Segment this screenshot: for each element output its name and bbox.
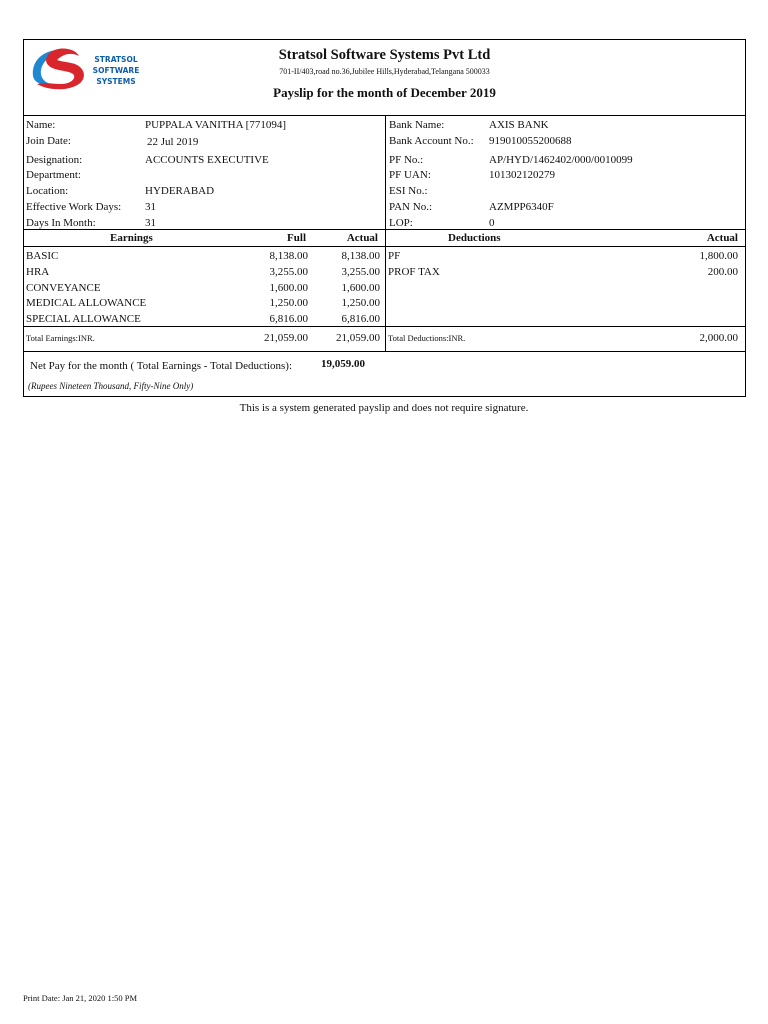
total-earnings-label: Total Earnings:INR. — [26, 333, 95, 343]
bank-label: LOP: — [389, 217, 413, 229]
earning-full: 3,255.00 — [269, 266, 308, 278]
logo-line: STRATSOL — [94, 55, 138, 64]
total-deductions-actual: 2,000.00 — [699, 332, 738, 344]
net-pay-section — [24, 352, 745, 396]
pf-number: AP/HYD/1462402/000/0010099 — [489, 154, 633, 166]
earning-name: CONVEYANCE — [26, 282, 101, 294]
deductions-actual-header: Actual — [706, 232, 738, 244]
effective-work-days: 31 — [145, 201, 156, 213]
earning-actual: 3,255.00 — [341, 266, 380, 278]
employee-label: Join Date: — [26, 135, 71, 147]
earning-actual: 1,600.00 — [341, 282, 380, 294]
lop: 0 — [489, 217, 495, 229]
join-date: 22 Jul 2019 — [147, 136, 199, 148]
total-earnings-actual: 21,059.00 — [336, 332, 380, 344]
payslip-header — [24, 40, 745, 116]
system-generated-note: This is a system generated payslip and does not require signature. — [239, 402, 529, 414]
earnings-header: Earnings — [110, 232, 153, 244]
company-address: 701-II/403,road no.36,Jubilee Hills,Hyderabad,Telangana 500033 — [279, 67, 490, 76]
earning-full: 1,600.00 — [269, 282, 308, 294]
earning-name: HRA — [26, 266, 50, 278]
employee-label: Effective Work Days: — [26, 201, 122, 213]
designation: ACCOUNTS EXECUTIVE — [145, 154, 269, 166]
earning-name: MEDICAL ALLOWANCE — [26, 297, 147, 309]
header-rule — [24, 246, 745, 247]
deductions-header: Deductions — [448, 232, 501, 244]
company-name: Stratsol Software Systems Pvt Ltd — [278, 47, 491, 63]
earning-name: SPECIAL ALLOWANCE — [26, 313, 141, 325]
employee-info-section — [24, 116, 745, 230]
employee-label: Designation: — [26, 154, 83, 166]
deduction-name: PROF TAX — [388, 266, 440, 278]
employee-label: Location: — [26, 185, 69, 197]
payslip-title: Payslip for the month of December 2019 — [273, 85, 496, 100]
bank-account-number: 919010055200688 — [489, 135, 572, 147]
earning-full: 1,250.00 — [269, 297, 308, 309]
earnings-deductions-table — [24, 230, 745, 352]
earning-name: BASIC — [26, 250, 59, 262]
bank-label: PAN No.: — [389, 201, 432, 213]
employee-label: Days In Month: — [26, 217, 96, 229]
bank-label: Bank Name: — [389, 119, 445, 131]
employee-label: Name: — [26, 119, 56, 131]
earning-full: 8,138.00 — [269, 250, 308, 262]
earning-actual: 6,816.00 — [341, 313, 380, 325]
earning-full: 6,816.00 — [269, 313, 308, 325]
bank-name: AXIS BANK — [489, 119, 549, 131]
logo-line: SOFTWARE — [92, 66, 140, 75]
days-in-month: 31 — [145, 217, 156, 229]
employee-label: Department: — [26, 169, 81, 181]
location: HYDERABAD — [145, 185, 215, 197]
logo-line: SYSTEMS — [96, 77, 136, 86]
net-pay-in-words: (Rupees Nineteen Thousand, Fifty-Nine Only) — [28, 381, 194, 391]
earning-actual: 1,250.00 — [341, 297, 380, 309]
total-rule — [24, 326, 745, 327]
column-divider — [385, 116, 386, 229]
deduction-name: PF — [388, 250, 401, 262]
bank-label: PF UAN: — [389, 169, 431, 181]
deduction-actual: 200.00 — [707, 266, 738, 278]
column-divider — [385, 230, 386, 351]
earning-actual: 8,138.00 — [341, 250, 380, 262]
print-date: Print Date: Jan 21, 2020 1:50 PM — [23, 993, 138, 1003]
total-deductions-label: Total Deductions:INR. — [388, 333, 466, 343]
pan-number: AZMPP6340F — [489, 201, 554, 213]
bank-label: ESI No.: — [389, 185, 428, 197]
bank-label: PF No.: — [389, 154, 424, 166]
bank-label: Bank Account No.: — [389, 135, 474, 147]
payslip — [23, 39, 746, 397]
total-earnings-full: 21,059.00 — [264, 332, 308, 344]
earnings-full-header: Full — [287, 232, 306, 244]
pf-uan: 101302120279 — [489, 169, 555, 181]
net-pay-label: Net Pay for the month ( Total Earnings - Total Deductions): — [30, 360, 293, 372]
net-pay-amount: 19,059.00 — [321, 358, 365, 370]
deduction-actual: 1,800.00 — [699, 250, 738, 262]
employee-name: PUPPALA VANITHA [771094] — [145, 119, 286, 131]
earnings-actual-header: Actual — [346, 232, 378, 244]
